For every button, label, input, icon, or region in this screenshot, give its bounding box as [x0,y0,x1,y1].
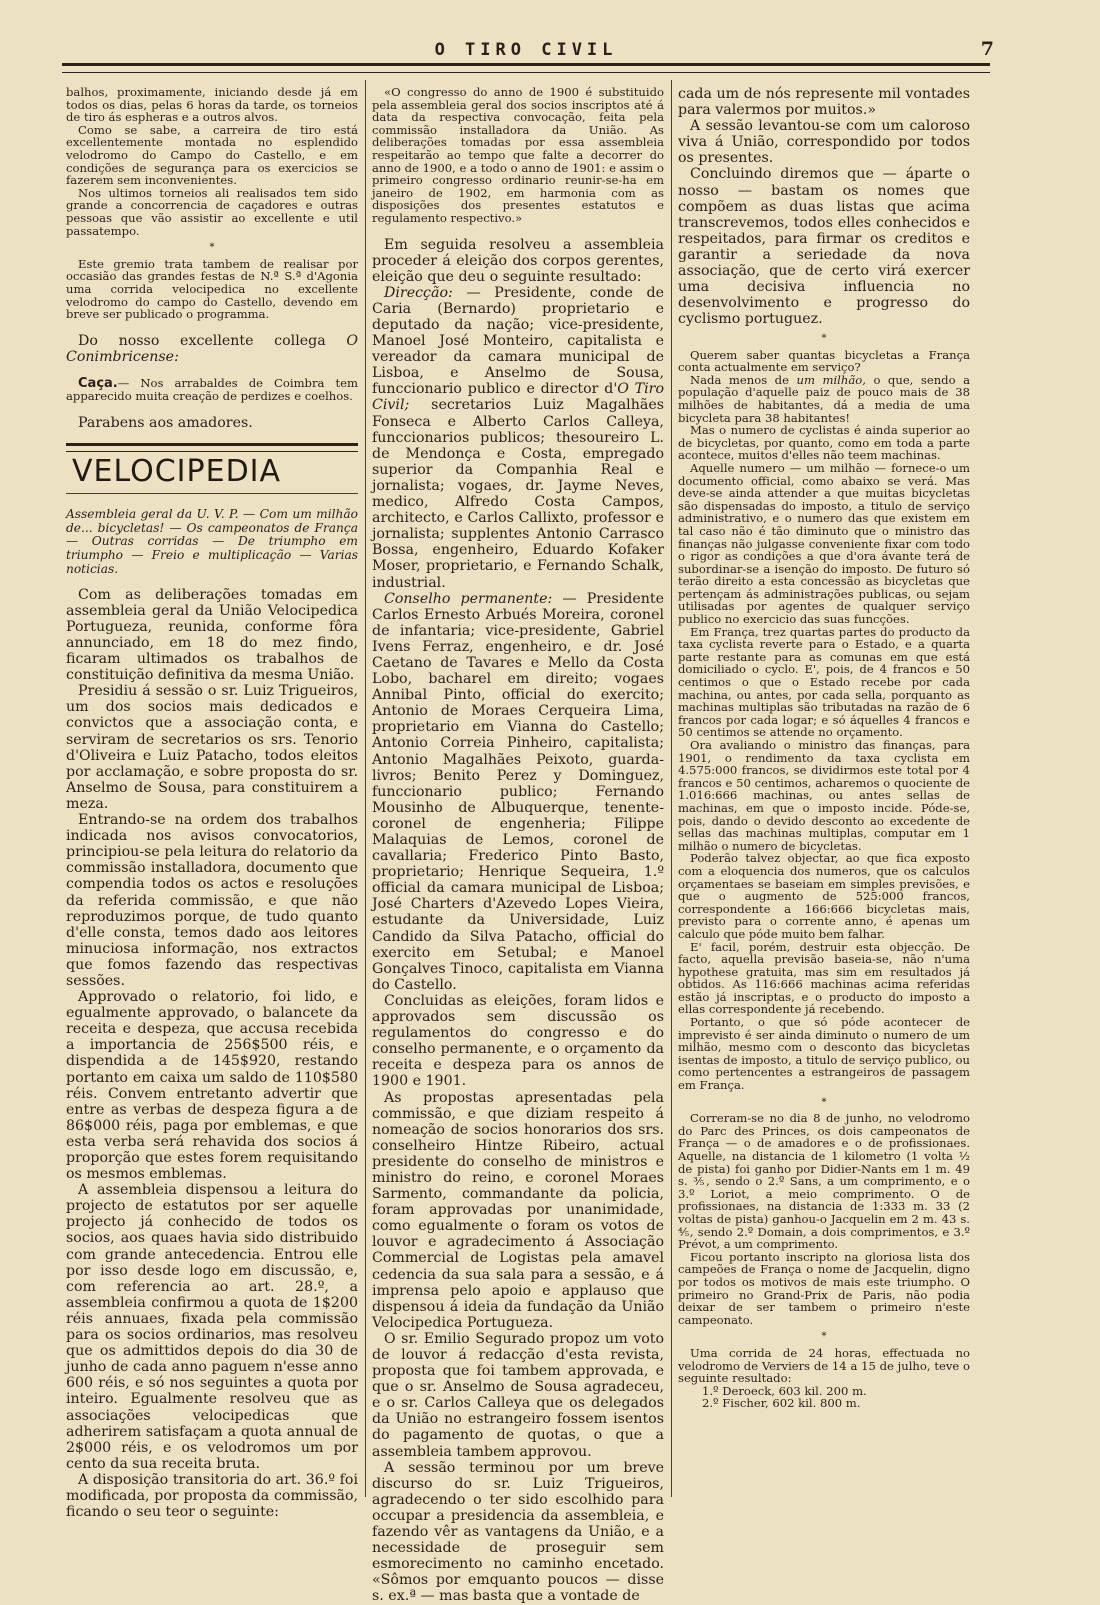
topic-label: Caça. [78,375,118,391]
paragraph: Portanto, o que só póde acontecer de imprevisto é ser ainda diminuto o numero de um milhão, mesmo com o desconto das bicycletas isentas de imposto, a titulo de serviço publico, ou como pertencentes a estrangeiros de passagem em França. [678,1015,970,1093]
paragraph: Ora avaliando o ministro das finanças, para 1901, o rendimento da taxa cyclista em 4.575:000 francos, se dividirmos este total por 4 francos e 50 centimos, acharemos o quociente de 1.016:666 machinas, ou antes sellas de machinas, em que o imposto incide. Póde-se, pois, dando o devido desconto ao excedente de sellas das machinas multiplas, computar em 1 milhão o numero de bicycletas. [678,738,970,853]
text-run: Do nosso excellente collega [78,332,347,349]
text-run: Nada menos de [690,372,797,387]
board-label: Direcção: [384,284,453,301]
list-item: 1.º Deroeck, 603 kil. 200 m. [702,1383,867,1398]
paragraph: Como se sabe, a carreira de tiro está excellentemente montada no esplendido velodromo do Campo do Castello, e em condições de segurança para os exercicios se fazerem sem inconvenientes. [66,122,358,188]
publication-name: O Tiro Civil; [372,381,664,414]
board-label: Conselho permanente: [384,590,553,607]
section-title: VELOCIPEDIA [72,454,282,490]
paragraph: A sessão levantou-se com um caloroso viva á União, correspondido por todos os presentes. [678,118,970,167]
paragraph: Concluidas as eleições, foram lidos e approvados sem discussão os regulamentos do congresso e do conselho permanente, e o orçamento da receita e despeza para os annos de 1900 e 1901. [372,992,664,1090]
results-list [678,1385,970,1410]
text-run: — Presidente, conde de Caria (Bernardo) proprietario e deputado da nação; vice-presidente, Manoel José Monteiro, capitalista e vereador da camara municipal de Lisboa, e Anselmo de Sousa, funccionario publico e director d' [372,284,664,398]
separator-star: * [821,1331,827,1343]
section-rule [66,443,358,452]
text-run: o que, sendo a população d'aquelle paiz de pouco mais de 38 milhões de habitantes, dá a media de uma bicycleta para 38 habitantes! [678,372,970,425]
publication-name: O Conimbricense: [66,332,358,365]
paragraph: Nos ultimos torneios ali realisados tem sido grande a concorrencia de caçadores e outras pessoas que vão assistir ao excellente e util passatempo. [66,185,358,238]
quoted-statute: «O congresso do anno de 1900 é substituido pela assembleia geral dos socios inscriptos até á data da respectiva convocação, feita pela commissão installadora da União. As deliberações tomadas por essa assembleia respeitarão ao tempo que falte a decorrer do anno de 1900, e a todo o anno de 1901: e assim o primeiro congresso ordinario reunir-se-ha em janeiro de 1902, em harmonia com as disposições dos presentes estatutos e regulamento respectivo.» [372,85,664,225]
column-1 [66,86,358,1520]
separator-star: * [209,242,215,254]
column-2 [372,86,664,1605]
column-divider-1 [365,80,366,1497]
paragraph: E' facil, porém, destruir esta objecção. De facto, aquella previsão baseia-se, não n'uma hypothese gratuita, mas sim em resultados já obtidos. As 116:666 machinas acima referidas estão já inscriptas, e o producto do imposto a ellas correspondente já recebendo. [678,939,970,1017]
paragraph: Com as deliberações tomadas em assembleia geral da União Velocipedica Portugueza, reunida, conforme fôra annunciado, em 18 do mez findo, ficaram ultimados os trabalhos de constituição definitiva da mesma União. [66,586,358,684]
paragraph: Em França, trez quartas partes do producto da taxa cyclista reverte para o Estado, e a quarta parte restante para as comunas em que está domiciliado o cyclo. E', pois, de 4 francos e 50 centimos o que o Estado recebe por cada machina, ou antes, por cada sella, porquanto as machinas multiplas são tributadas na razão de 6 francos por cada logar; e só áquelles 4 francos e 50 centimos se attende no orçamento. [678,624,970,740]
paragraph: Este gremio trata tambem de realisar por occasião das grandes festas de N.ª S.ª d'Agonia uma corrida velocipedica no excellente velodromo do campo do Castello, devendo em breve ser publicado o programma. [66,256,358,322]
paragraph: Aquelle numero — um milhão — fornece-o um documento official, como abaixo se verá. Mas deve-se ainda attender a que muitas bicycletas são dispensadas do imposto, a titulo de serviço administrativo, e o numero das que existem em tal caso não é tão diminuto que o ministro das finanças não julgasse conveniente fixar com todo o rigor as condições a que d'ora ávante terá de subordinar-se a isenção do imposto. De futuro só terão direito a esta concessão as bicycletas que pertençam ás administrações publicas, ou sejam utilisadas por agentes de qualquer serviço publico no exercicio das suas funcções. [678,460,970,627]
paragraph: Mas o numero de cyclistas é ainda superior ao de bicycletas, por quanto, como em toda a parte acontece, muitos d'elles não teem machinas. [678,423,970,463]
paragraph: O sr. Emilio Segurado propoz um voto de louvor á redacção d'esta revista, proposta que foi tambem approvada, e que o sr. Anselmo de Sousa agradeceu, e o sr. Carlos Calleya que os delegados da União no estrangeiro fossem isentos do pagamento de quotas, o que a assembleia tambem approvou. [372,1330,664,1460]
paragraph [66,333,358,365]
paragraph: Parabens aos amadores. [78,415,253,432]
section-summary: Assembleia geral da U. V. P. — Com um milhão de... bicycletas! — Os campeonatos de França — Outras corridas — De triumpho em triumpho — Freio e multiplicação — Varias noticias. [66,493,358,577]
paragraph: Presidiu á sessão o sr. Luiz Trigueiros, um dos socios mais dedicados e convictos que a associação conta, e serviram de secretarios os srs. Tenorio d'Oliveira e Luiz Patacho, todos eleitos por acclamação, e sobre proposta do sr. Anselmo de Sousa, para constituirem a meza. [66,683,358,812]
column-divider-2 [671,80,672,1497]
list-item: 2.º Fischer, 602 kil. 800 m. [702,1396,861,1411]
paragraph: Uma corrida de 24 horas, effectuada no velodromo de Verviers de 14 a 15 de julho, teve o seguinte resultado: [678,1345,970,1386]
text-run: — Presidente Carlos Ernesto Arbués Moreira, coronel de infantaria; vice-presidente, Gabriel Ivens Ferraz, engenheiro, e dr. José Caetano de Tavares e Mello da Costa Lobo, bacharel em direito; vogaes Annibal Pinto, official do exercito; Antonio de Moraes Cerqueira Lima, proprietario em Vianna do Castello; Antonio Correia Pinheiro, capitalista; Antonio Magalhães Peixoto, guarda-livros; Benito Perez y Dominguez, funccionario publico; Fernando Mousinho de Albuquerque, tenente-coronel de engenheria; Filippe Malaquias de Lemos, coronel de cavallaria; Frederico Pinto Basto, proprietario; Henrique Sequeira, 1.º official da camara municipal de Lisboa; José Charters d'Azevedo Lopes Vieira, estudante da Universidade, Luiz Candido da Silva Patacho, official do exercito em Setubal; e Manoel Gonçalves Tinoco, capitalista em Vianna do Castello. [372,590,664,993]
header-rule [62,63,990,73]
separator-star: * [821,1096,827,1108]
paragraph: Poderão talvez objectar, ao que fica exposto com a eloquencia dos numeros, que os calculos orçamentaes se baseiam em simples previsões, e que o augmento de 525:000 francos, correspondente a 166:666 bicycletas mais, previsto para o corrente anno, é apenas um calculo que póde muito bem falhar. [678,851,970,941]
paragraph: balhos, proximamente, iniciando desde já em todos os dias, pelas 6 horas da tarde, os torneios de tiro ás espheras e a outros alvos. [66,85,358,125]
text-run: — Nos arrabaldes de Coimbra tem apparecido muita creação de perdizes e coelhos. [66,375,358,404]
paragraph: Entrando-se na ordem dos trabalhos indicada nos avisos convocatorios, principiou-se pela leitura do relatorio da commissão installadora, documento que compendia todos os actos e resoluções da referida commissão, e que não reproduzimos porque, de tudo quanto d'elle consta, temos dado aos leitores minuciosa informação, nos extractos que fomos fazendo das respectivas sessões. [66,812,358,989]
paragraph: Approvado o relatorio, foi lido, e egualmente approvado, o balancete da receita e despeza, que accusa recebida a importancia de 256$500 réis, e dispendida a de 145$920, restando portanto em caixa um saldo de 110$580 réis. Convem entretanto advertir que entre as verbas de despeza figura a de 86$000 réis, paga por emblemas, e que esta verba será rehavida dos socios á proporção que estes forem requisitando os mesmos emblemas. [66,989,358,1183]
page-number: 7 [980,38,994,60]
paragraph: Em seguida resolveu a assembleia proceder á eleição dos corpos gerentes, eleição que deu o seguinte resultado: [372,236,664,285]
paragraph: Ficou portanto inscripto na gloriosa lista dos campeões de França o nome de Jacquelin, digno por todos os motivos de mais este triumpho. O primeiro no Grand-Prix de Paris, não podia deixar de ser tambem o primeiro n'este campeonato. [678,1249,970,1327]
separator-star: * [821,333,827,345]
paragraph [372,285,664,591]
emphasis: um milhão, [796,372,866,387]
column-3 [678,86,970,1410]
paragraph: Querem saber quantas bicycletas a França conta actualmente em serviço? [678,347,970,375]
paragraph: cada um de nós represente mil vontades para valermos por muitos.» [678,86,970,119]
text-run: secretarios Luiz Magalhães Fonseca e Alberto Carlos Calleya, funccionarios publicos; thesoureiro L. de Mendonça e Costa, empregado superior da Companhia Real e jornalista; vogaes, dr. Jayme Neves, medico, Alfredo Costa Campos, architecto, e Carlos Callixto, professor e jornalista; supplentes Antonio Carrasco Bossa, engenheiro, Eduardo Kofaker Moser, proprietario, e Fernando Schalk, industrial. [372,397,664,591]
paragraph: As propostas apresentadas pela commissão, e que diziam respeito á nomeação de socios honorarios dos srs. conselheiro Hintze Ribeiro, actual presidente do conselho de ministros e ministro do reino, e coronel Moraes Sarmento, commandante da policia, foram approvadas por unanimidade, como egualmente o foram os votos de louvor e agradecimento á Associação Commercial de Logistas pela amavel cedencia da sua sala para a sessão, e á imprensa pelo apoio e applauso que dispensou á ideia da fundação da União Velocipedica Portugueza. [372,1089,664,1331]
paragraph: A assembleia dispensou a leitura do projecto de estatutos por ser aquelle projecto já conhecido de todos os socios, aos quaes havia sido distribuido com grande antecedencia. Entrou elle por isso desde logo em discussão, e, com referencia ao art. 28.º, a assembleia confirmou a quota de 1$200 réis annuaes, fixada pela commissão para os socios ordinarios, mas resolveu que os admittidos depois do dia 30 de junho de cada anno paguem n'esse anno 600 réis, e só nos seguintes a quota por inteiro. Egualmente resolveu que as associações velocipedicas que adherirem satisfaçam a quota annual de 2$000 réis, e os velodromos um por cento da sua receita bruta. [66,1182,358,1472]
paragraph: A disposição transitoria do art. 36.º foi modificada, por proposta da commissão, ficando o seu teor o seguinte: [66,1471,358,1521]
paragraph: Concluindo diremos que — áparte o nosso — bastam os nomes que compõem as duas listas que acima transcrevemos, todos elles conhecidos e respeitados, para firmar os creditos e garantir a seriedade da nova associação, que de certo virá exercer uma decisiva influencia no desenvolvimento e progresso do cyclismo portuguez. [678,166,970,328]
paragraph: Correram-se no dia 8 de junho, no velodromo do Parc des Princes, os dois campeonatos de França — o de amadores e o de profissionaes. Aquelle, na distancia de 1 kilometro (1 volta ½ de pista) foi ganho por Didier-Nants em 1 m. 49 s. ⅗, sendo o 2.º Sans, a um comprimento, e o 3.º Loriot, a meio comprimento. O de profissionaes, na distancia de 1:333 m. 33 (2 voltas de pista) ganhou-o Jacquelin em 2 m. 43 s. ⅘, sendo 2.º Domain, a dois comprimentos, e 3.º Prévot, a um comprimento. [678,1111,970,1252]
paragraph [66,377,358,403]
paragraph [678,374,970,424]
paragraph [372,591,664,993]
newspaper-title: O TIRO CIVIL [434,40,618,60]
paragraph: A sessão terminou por um breve discurso do sr. Luiz Trigueiros, agradecendo o ter sido escolhido para occupar a presidencia da assembleia, e fazendo vêr as vantagens da União, e a necessidade de proseguir sem esmorecimento no caminho encetado. «Sômos por emquanto poucos — disse s. ex.ª — mas basta que a vontade de [372,1459,664,1605]
